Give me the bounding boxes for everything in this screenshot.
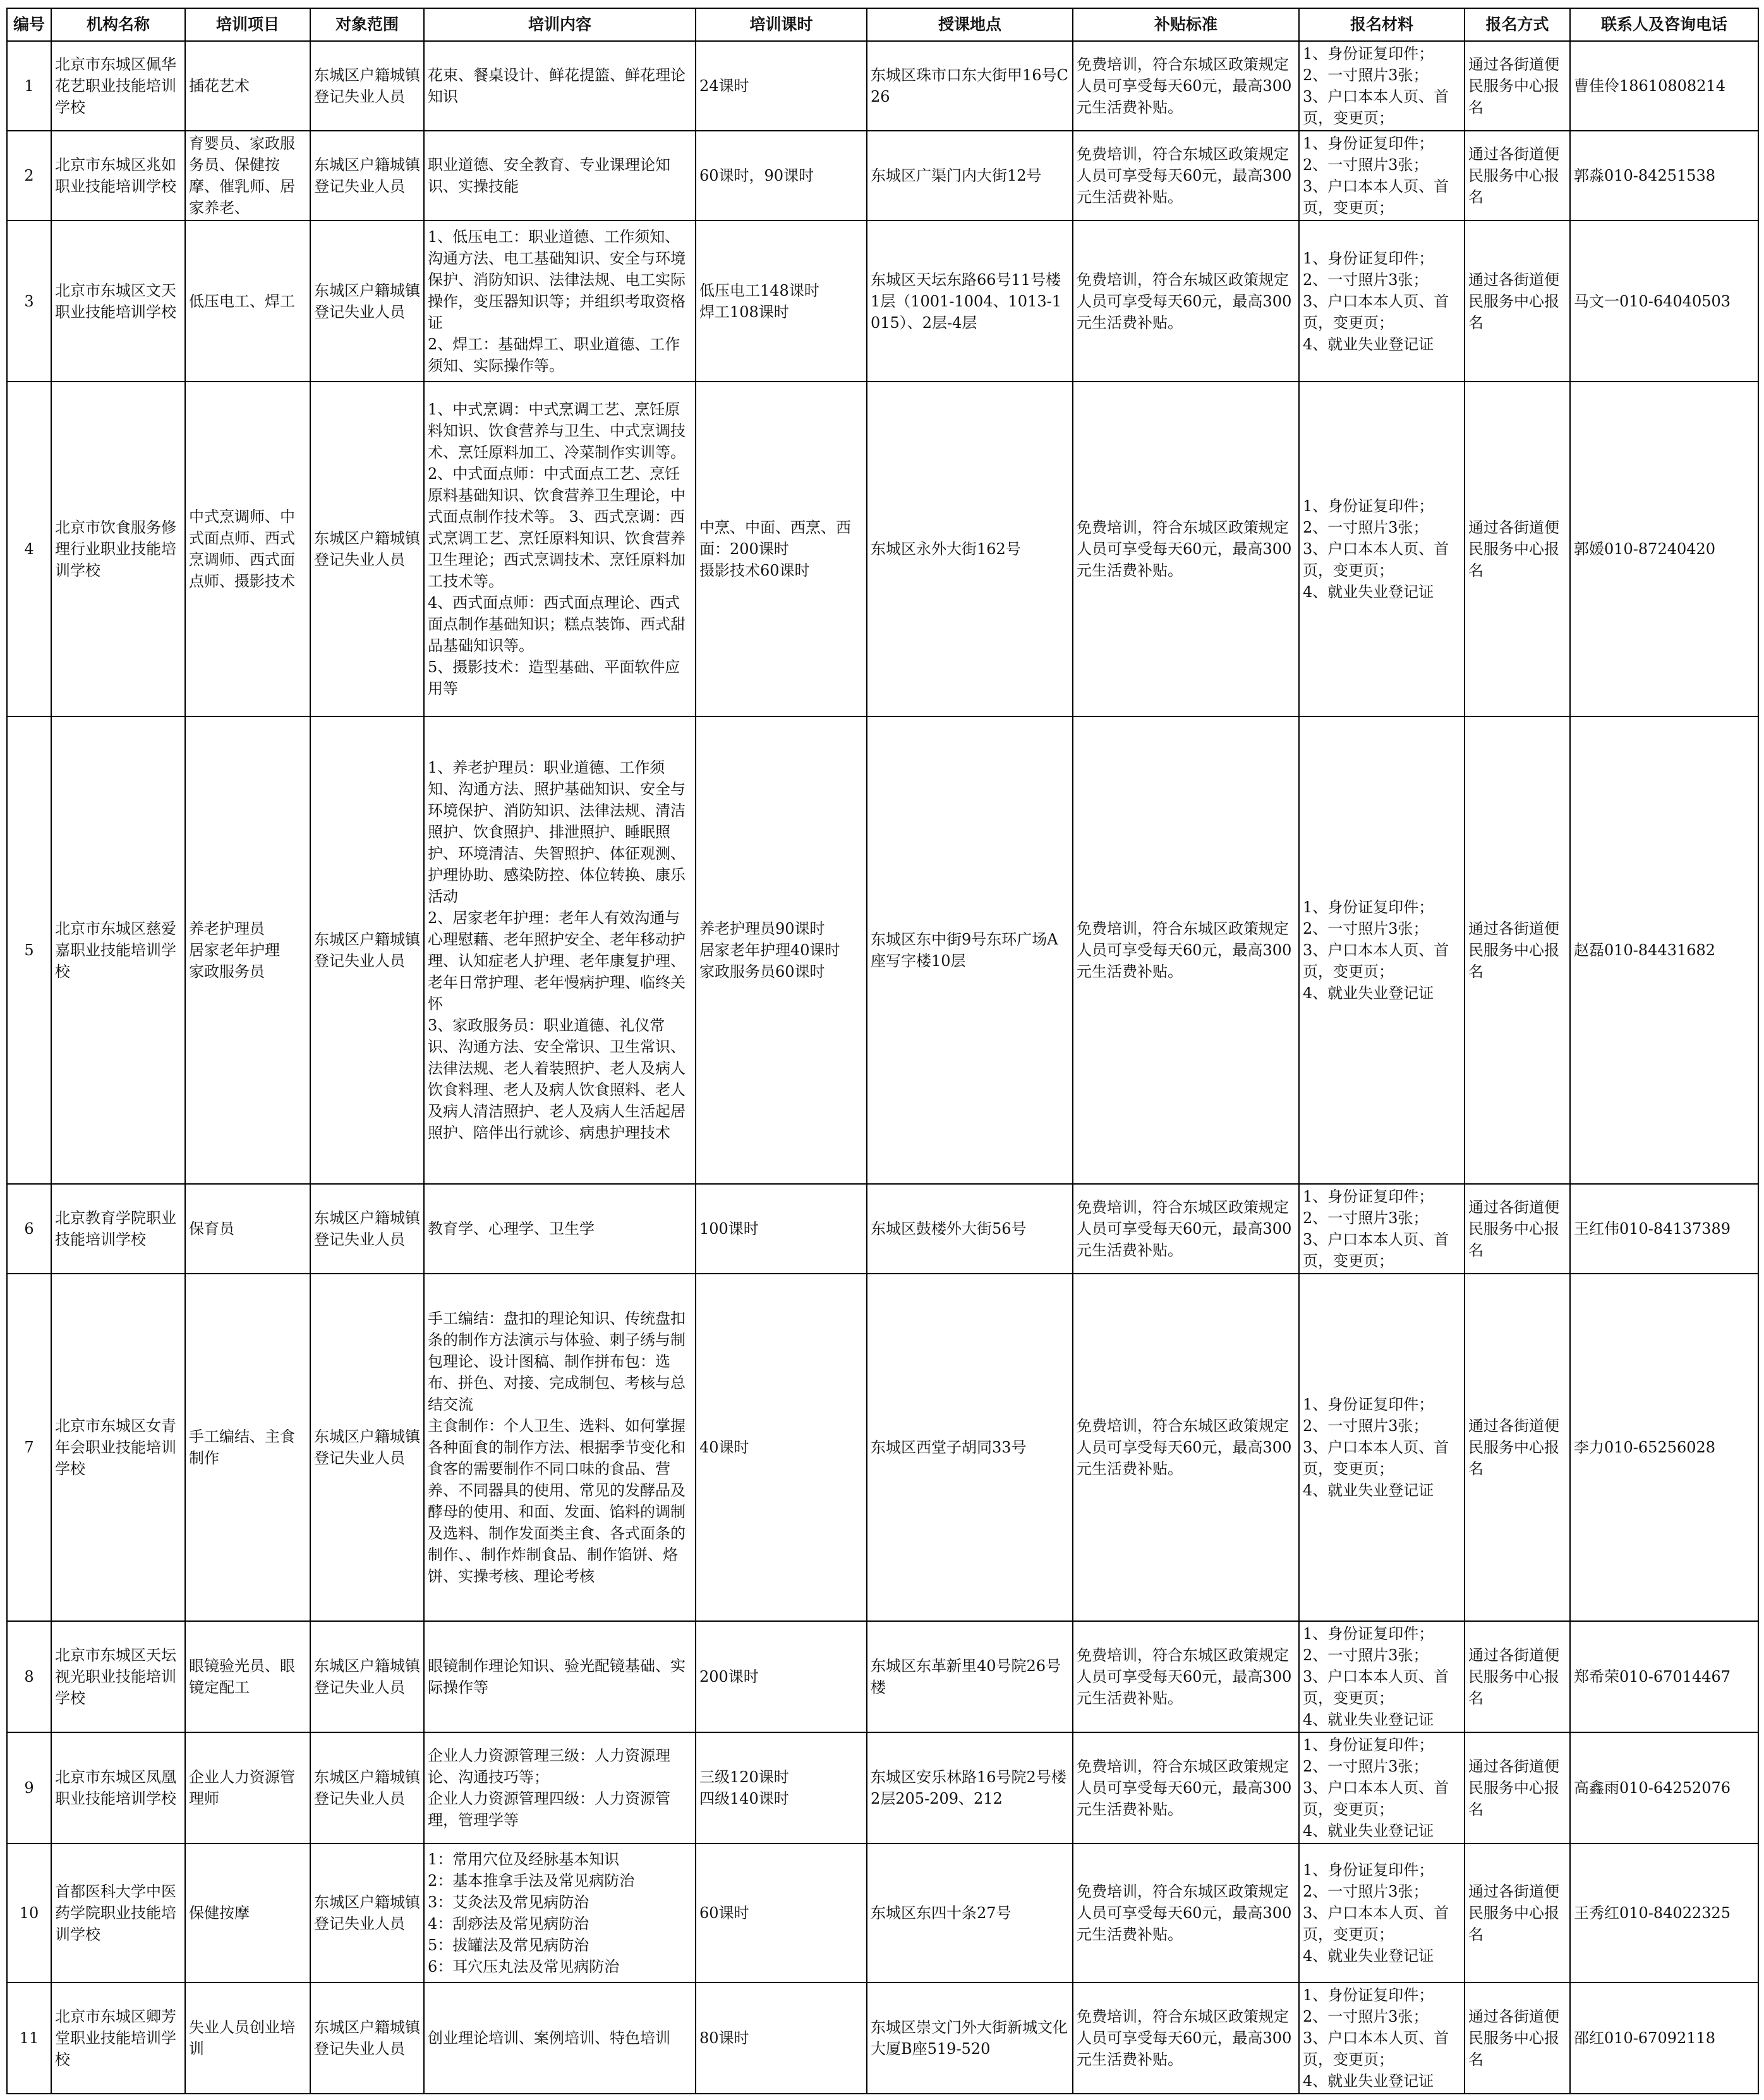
cell-scope: 东城区户籍城镇登记失业人员 — [310, 716, 424, 1184]
cell-project: 手工编结、主食制作 — [185, 1274, 310, 1621]
cell-project: 养老护理员 居家老年护理 家政服务员 — [185, 716, 310, 1184]
cell-materials: 1、身份证复印件； 2、一寸照片3张； 3、户口本本人页、首页，变更页； 4、就业失业登记证 — [1299, 1982, 1465, 2094]
header-content: 培训内容 — [424, 8, 696, 41]
cell-org: 北京市东城区慈爱嘉职业技能培训学校 — [51, 716, 185, 1184]
cell-hours: 40课时 — [696, 1274, 867, 1621]
cell-hours: 低压电工148课时 焊工108课时 — [696, 220, 867, 382]
cell-content: 手工编结：盘扣的理论知识、传统盘扣条的制作方法演示与体验、刺子绣与制包理论、设计图稿、制作拼布包：选布、拼色、对接、完成制包、考核与总结交流 主食制作：个人卫生、选料、如何掌握各种面食的制作方法、根据季节变化和食客的需要制作不同口味的食品、营养、不同器具的使用、常见的发酵品及酵母的使用、和面、发面、馅料的调制及选料、制作发面类主食、各式面条的制作、、制作炸制食品、制作馅饼、烙饼、实操考核、理论考核 — [424, 1274, 696, 1621]
cell-contact: 郑希荣010-67014467 — [1570, 1621, 1758, 1732]
cell-hours: 三级120课时 四级140课时 — [696, 1732, 867, 1844]
cell-method: 通过各街道便民服务中心报名 — [1465, 716, 1570, 1184]
cell-org: 北京市东城区文天职业技能培训学校 — [51, 220, 185, 382]
cell-project: 育婴员、家政服务员、保健按摩、催乳师、居家养老、 — [185, 131, 310, 220]
cell-contact: 高鑫雨010-64252076 — [1570, 1732, 1758, 1844]
cell-location: 东城区珠市口东大街甲16号C26 — [867, 41, 1073, 131]
cell-org: 北京市东城区天坛视光职业技能培训学校 — [51, 1621, 185, 1732]
cell-location: 东城区东中街9号东环广场A座写字楼10层 — [867, 716, 1073, 1184]
cell-materials: 1、身份证复印件； 2、一寸照片3张； 3、户口本本人页、首页，变更页； 4、就业失业登记证 — [1299, 1844, 1465, 1982]
cell-content: 职业道德、安全教育、专业课理论知识、实操技能 — [424, 131, 696, 220]
cell-project: 失业人员创业培训 — [185, 1982, 310, 2094]
table-row — [7, 220, 1758, 382]
cell-subsidy: 免费培训，符合东城区政策规定人员可享受每天60元，最高300元生活费补贴。 — [1073, 382, 1299, 716]
cell-contact: 王秀红010-84022325 — [1570, 1844, 1758, 1982]
header-contact: 联系人及咨询电话 — [1570, 8, 1758, 41]
cell-no: 4 — [7, 382, 51, 716]
cell-scope: 东城区户籍城镇登记失业人员 — [310, 1621, 424, 1732]
cell-hours: 60课时，90课时 — [696, 131, 867, 220]
cell-location: 东城区天坛东路66号11号楼1层（1001-1004、1013-1015）、2层-4层 — [867, 220, 1073, 382]
cell-no: 7 — [7, 1274, 51, 1621]
cell-scope: 东城区户籍城镇登记失业人员 — [310, 1732, 424, 1844]
cell-method: 通过各街道便民服务中心报名 — [1465, 1982, 1570, 2094]
cell-scope: 东城区户籍城镇登记失业人员 — [310, 41, 424, 131]
cell-hours: 中烹、中面、西烹、西面：200课时 摄影技术60课时 — [696, 382, 867, 716]
table-row — [7, 1184, 1758, 1274]
cell-contact: 郭淼010-84251538 — [1570, 131, 1758, 220]
cell-materials: 1、身份证复印件； 2、一寸照片3张； 3、户口本本人页、首页，变更页； 4、就业失业登记证 — [1299, 382, 1465, 716]
cell-project: 企业人力资源管理师 — [185, 1732, 310, 1844]
cell-org: 北京市东城区佩华花艺职业技能培训学校 — [51, 41, 185, 131]
table-row — [7, 382, 1758, 716]
cell-hours: 80课时 — [696, 1982, 867, 2094]
table-row — [7, 41, 1758, 131]
cell-hours: 24课时 — [696, 41, 867, 131]
cell-contact: 曹佳伶18610808214 — [1570, 41, 1758, 131]
header-org: 机构名称 — [51, 8, 185, 41]
cell-method: 通过各街道便民服务中心报名 — [1465, 220, 1570, 382]
table-row — [7, 716, 1758, 1184]
cell-org: 北京市饮食服务修理行业职业技能培训学校 — [51, 382, 185, 716]
cell-method: 通过各街道便民服务中心报名 — [1465, 1621, 1570, 1732]
cell-project: 保健按摩 — [185, 1844, 310, 1982]
header-project: 培训项目 — [185, 8, 310, 41]
cell-scope: 东城区户籍城镇登记失业人员 — [310, 1184, 424, 1274]
cell-location: 东城区鼓楼外大街56号 — [867, 1184, 1073, 1274]
cell-materials: 1、身份证复印件； 2、一寸照片3张； 3、户口本本人页、首页，变更页； 4、就业失业登记证 — [1299, 1732, 1465, 1844]
cell-location: 东城区东四十条27号 — [867, 1844, 1073, 1982]
cell-method: 通过各街道便民服务中心报名 — [1465, 1274, 1570, 1621]
cell-method: 通过各街道便民服务中心报名 — [1465, 382, 1570, 716]
cell-location: 东城区广渠门内大街12号 — [867, 131, 1073, 220]
cell-org: 北京市东城区凤凰职业技能培训学校 — [51, 1732, 185, 1844]
cell-scope: 东城区户籍城镇登记失业人员 — [310, 382, 424, 716]
cell-content: 企业人力资源管理三级：人力资源理论、沟通技巧等； 企业人力资源管理四级：人力资源管理，管理学等 — [424, 1732, 696, 1844]
header-location: 授课地点 — [867, 8, 1073, 41]
cell-scope: 东城区户籍城镇登记失业人员 — [310, 220, 424, 382]
cell-hours: 养老护理员90课时 居家老年护理40课时 家政服务员60课时 — [696, 716, 867, 1184]
table-row — [7, 1621, 1758, 1732]
cell-no: 1 — [7, 41, 51, 131]
cell-subsidy: 免费培训，符合东城区政策规定人员可享受每天60元，最高300元生活费补贴。 — [1073, 716, 1299, 1184]
cell-no: 3 — [7, 220, 51, 382]
cell-content: 花束、餐桌设计、鲜花提篮、鲜花理论知识 — [424, 41, 696, 131]
cell-content: 眼镜制作理论知识、验光配镜基础、实际操作等 — [424, 1621, 696, 1732]
cell-method: 通过各街道便民服务中心报名 — [1465, 1844, 1570, 1982]
cell-subsidy: 免费培训，符合东城区政策规定人员可享受每天60元，最高300元生活费补贴。 — [1073, 1732, 1299, 1844]
table-body — [7, 41, 1758, 2094]
cell-contact: 王红伟010-84137389 — [1570, 1184, 1758, 1274]
table-row — [7, 1274, 1758, 1621]
cell-method: 通过各街道便民服务中心报名 — [1465, 41, 1570, 131]
cell-project: 保育员 — [185, 1184, 310, 1274]
training-table — [6, 8, 1759, 2094]
cell-subsidy: 免费培训，符合东城区政策规定人员可享受每天60元，最高300元生活费补贴。 — [1073, 1184, 1299, 1274]
cell-org: 北京市东城区女青年会职业技能培训学校 — [51, 1274, 185, 1621]
cell-no: 9 — [7, 1732, 51, 1844]
cell-subsidy: 免费培训，符合东城区政策规定人员可享受每天60元，最高300元生活费补贴。 — [1073, 131, 1299, 220]
header-subsidy: 补贴标准 — [1073, 8, 1299, 41]
cell-materials: 1、身份证复印件； 2、一寸照片3张； 3、户口本本人页、首页，变更页； 4、就业失业登记证 — [1299, 220, 1465, 382]
header-no: 编号 — [7, 8, 51, 41]
cell-materials: 1、身份证复印件； 2、一寸照片3张； 3、户口本本人页、首页，变更页； 4、就业失业登记证 — [1299, 1274, 1465, 1621]
cell-scope: 东城区户籍城镇登记失业人员 — [310, 1274, 424, 1621]
cell-materials: 1、身份证复印件； 2、一寸照片3张； 3、户口本本人页、首页，变更页； — [1299, 1184, 1465, 1274]
cell-location: 东城区永外大街162号 — [867, 382, 1073, 716]
header-method: 报名方式 — [1465, 8, 1570, 41]
cell-no: 11 — [7, 1982, 51, 2094]
cell-project: 低压电工、焊工 — [185, 220, 310, 382]
cell-project: 中式烹调师、中式面点师、西式烹调师、西式面点师、摄影技术 — [185, 382, 310, 716]
cell-scope: 东城区户籍城镇登记失业人员 — [310, 1982, 424, 2094]
cell-no: 6 — [7, 1184, 51, 1274]
cell-materials: 1、身份证复印件； 2、一寸照片3张； 3、户口本本人页、首页，变更页； 4、就业失业登记证 — [1299, 1621, 1465, 1732]
cell-content: 创业理论培训、案例培训、特色培训 — [424, 1982, 696, 2094]
header-row — [7, 8, 1758, 41]
header-materials: 报名材料 — [1299, 8, 1465, 41]
cell-location: 东城区东革新里40号院26号楼 — [867, 1621, 1073, 1732]
cell-contact: 马文一010-64040503 — [1570, 220, 1758, 382]
table-row — [7, 1844, 1758, 1982]
cell-materials: 1、身份证复印件； 2、一寸照片3张； 3、户口本本人页、首页，变更页； — [1299, 131, 1465, 220]
cell-org: 北京市东城区兆如职业技能培训学校 — [51, 131, 185, 220]
cell-no: 10 — [7, 1844, 51, 1982]
header-scope: 对象范围 — [310, 8, 424, 41]
cell-materials: 1、身份证复印件； 2、一寸照片3张； 3、户口本本人页、首页，变更页； — [1299, 41, 1465, 131]
cell-hours: 200课时 — [696, 1621, 867, 1732]
cell-content: 1、低压电工：职业道德、工作须知、沟通方法、电工基础知识、安全与环境保护、消防知识、法律法规、电工实际操作，变压器知识等；并组织考取资格证 2、焊工：基础焊工、职业道德、工作须知、实际操作等。 — [424, 220, 696, 382]
cell-method: 通过各街道便民服务中心报名 — [1465, 1732, 1570, 1844]
cell-contact: 郭媛010-87240420 — [1570, 382, 1758, 716]
cell-materials: 1、身份证复印件； 2、一寸照片3张； 3、户口本本人页、首页，变更页； 4、就业失业登记证 — [1299, 716, 1465, 1184]
cell-method: 通过各街道便民服务中心报名 — [1465, 131, 1570, 220]
cell-method: 通过各街道便民服务中心报名 — [1465, 1184, 1570, 1274]
cell-subsidy: 免费培训，符合东城区政策规定人员可享受每天60元，最高300元生活费补贴。 — [1073, 1844, 1299, 1982]
cell-subsidy: 免费培训，符合东城区政策规定人员可享受每天60元，最高300元生活费补贴。 — [1073, 1621, 1299, 1732]
cell-scope: 东城区户籍城镇登记失业人员 — [310, 1844, 424, 1982]
table-row — [7, 1732, 1758, 1844]
cell-location: 东城区崇文门外大街新城文化大厦B座519-520 — [867, 1982, 1073, 2094]
cell-content: 1、养老护理员：职业道德、工作须知、沟通方法、照护基础知识、安全与环境保护、消防知识、法律法规、清洁照护、饮食照护、排泄照护、睡眠照护、环境清洁、失智照护、体征观测、护理协助、感染防控、体位转换、康乐活动 2、居家老年护理：老年人有效沟通与心理慰藉、老年照护安全、老年移动护理、认知症老人护理、老年康复护理、老年日常护理、老年慢病护理、临终关怀 3、家政服务员：职业道德、礼仪常识、沟通方法、安全常识、卫生常识、法律法规、老人着装照护、老人及病人饮食料理、老人及病人饮食照料、老人及病人清洁照护、老人及病人生活起居照护、陪伴出行就诊、病患护理技术 — [424, 716, 696, 1184]
cell-no: 5 — [7, 716, 51, 1184]
cell-org: 首都医科大学中医药学院职业技能培训学校 — [51, 1844, 185, 1982]
cell-project: 眼镜验光员、眼镜定配工 — [185, 1621, 310, 1732]
cell-no: 8 — [7, 1621, 51, 1732]
cell-location: 东城区西堂子胡同33号 — [867, 1274, 1073, 1621]
header-hours: 培训课时 — [696, 8, 867, 41]
table-row — [7, 131, 1758, 220]
cell-location: 东城区安乐林路16号院2号楼2层205-209、212 — [867, 1732, 1073, 1844]
cell-scope: 东城区户籍城镇登记失业人员 — [310, 131, 424, 220]
cell-hours: 100课时 — [696, 1184, 867, 1274]
cell-org: 北京教育学院职业技能培训学校 — [51, 1184, 185, 1274]
cell-hours: 60课时 — [696, 1844, 867, 1982]
cell-subsidy: 免费培训，符合东城区政策规定人员可享受每天60元，最高300元生活费补贴。 — [1073, 220, 1299, 382]
cell-content: 1：常用穴位及经脉基本知识 2：基本推拿手法及常见病防治 3：艾灸法及常见病防治 4：刮痧法及常见病防治 5：拔罐法及常见病防治 6：耳穴压丸法及常见病防治 — [424, 1844, 696, 1982]
cell-project: 插花艺术 — [185, 41, 310, 131]
cell-content: 教育学、心理学、卫生学 — [424, 1184, 696, 1274]
cell-no: 2 — [7, 131, 51, 220]
cell-subsidy: 免费培训，符合东城区政策规定人员可享受每天60元，最高300元生活费补贴。 — [1073, 1274, 1299, 1621]
cell-contact: 赵磊010-84431682 — [1570, 716, 1758, 1184]
cell-content: 1、中式烹调：中式烹调工艺、烹饪原料知识、饮食营养与卫生、中式烹调技术、烹饪原料加工、冷菜制作实训等。 2、中式面点师：中式面点工艺、烹饪原料基础知识、饮食营养卫生理论，中式面点制作技术等。 3、西式烹调：西式烹调工艺、烹饪原料知识、饮食营养卫生理论；西式烹调技术、烹饪原料加工技术等。 4、西式面点师：西式面点理论、西式面点制作基础知识；糕点装饰、西式甜品基础知识等。 5、摄影技术：造型基础、平面软件应用等 — [424, 382, 696, 716]
cell-subsidy: 免费培训，符合东城区政策规定人员可享受每天60元，最高300元生活费补贴。 — [1073, 41, 1299, 131]
cell-contact: 李力010-65256028 — [1570, 1274, 1758, 1621]
table-row — [7, 1982, 1758, 2094]
cell-subsidy: 免费培训，符合东城区政策规定人员可享受每天60元，最高300元生活费补贴。 — [1073, 1982, 1299, 2094]
cell-org: 北京市东城区卿芳堂职业技能培训学校 — [51, 1982, 185, 2094]
cell-contact: 邵红010-67092118 — [1570, 1982, 1758, 2094]
